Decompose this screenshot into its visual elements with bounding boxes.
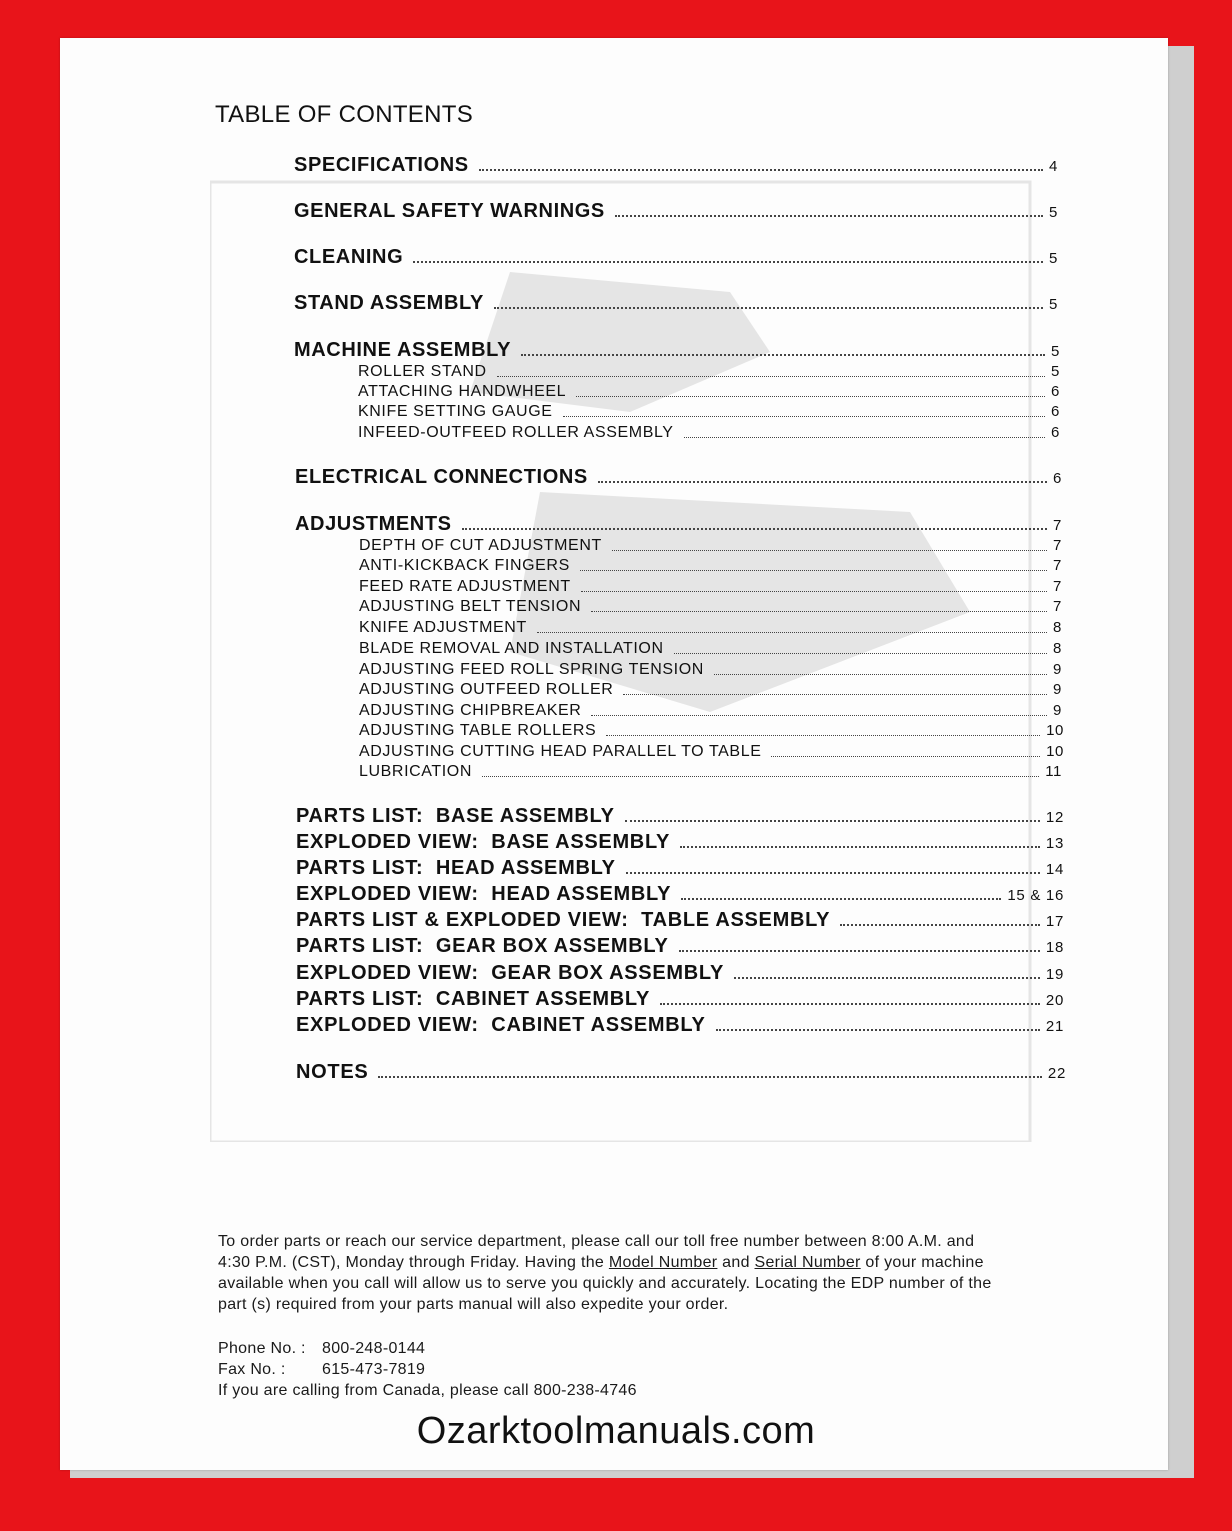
toc-entry-page: 6 — [1051, 383, 1060, 400]
toc-entry-page: 22 — [1047, 1065, 1066, 1082]
dot-leader — [462, 528, 1047, 530]
toc-entry — [359, 661, 1062, 679]
toc-entry — [296, 1014, 1064, 1037]
toc-entry-page: 11 — [1045, 763, 1062, 780]
toc-entry-page: 5 — [1049, 296, 1058, 313]
toc-entry-page: 19 — [1045, 966, 1064, 983]
toc-entry-page: 6 — [1051, 424, 1060, 441]
fax-label: Fax No. : — [218, 1361, 286, 1378]
toc-entry — [359, 557, 1062, 575]
toc-entry-page: 5 — [1049, 250, 1058, 267]
dot-leader — [591, 715, 1047, 716]
toc-entry-page: 7 — [1053, 537, 1062, 554]
toc-entry — [294, 292, 1058, 315]
toc-entry-page: 18 — [1045, 939, 1064, 956]
dot-leader — [413, 261, 1043, 263]
toc-entry-page: 12 — [1045, 809, 1064, 826]
ordering-line: 4:30 P.M. (CST), Monday through Friday. Having the Model Number and Serial Number of your machine — [218, 1254, 984, 1271]
toc-entry-label: GENERAL SAFETY WARNINGS — [294, 200, 605, 222]
toc-entry — [296, 831, 1064, 854]
ordering-line: To order parts or reach our service department, please call our toll free number between 8:00 A.M. and — [218, 1233, 975, 1250]
toc-entry-page: 9 — [1053, 661, 1062, 678]
toc-entry-label: BLADE REMOVAL AND INSTALLATION — [359, 640, 664, 657]
toc-entry-label: PARTS LIST: HEAD ASSEMBLY — [296, 857, 616, 879]
dot-leader — [771, 756, 1040, 757]
toc-entry-page: 6 — [1053, 470, 1062, 487]
toc-entry — [359, 743, 1064, 761]
toc-entry-label: PARTS LIST: GEAR BOX ASSEMBLY — [296, 935, 669, 957]
toc-entry-label: ADJUSTING FEED ROLL SPRING TENSION — [359, 661, 704, 678]
dot-leader — [479, 169, 1043, 171]
toc-entry-label: PARTS LIST: CABINET ASSEMBLY — [296, 988, 651, 1010]
phone-label: Phone No. : — [218, 1340, 306, 1357]
toc-entry — [359, 722, 1064, 740]
toc-entry-label: ADJUSTING CUTTING HEAD PARALLEL TO TABLE — [359, 743, 762, 760]
dot-leader — [674, 653, 1047, 654]
toc-entry-page: 17 — [1045, 913, 1064, 930]
dot-leader — [580, 570, 1047, 571]
toc-entry — [359, 619, 1062, 637]
dot-leader — [482, 776, 1039, 777]
toc-entry-label: MACHINE ASSEMBLY — [294, 339, 512, 361]
dot-leader — [576, 396, 1045, 397]
toc-entry — [359, 702, 1062, 720]
dot-leader — [714, 674, 1047, 675]
dot-leader — [734, 977, 1040, 979]
toc-entry-page: 7 — [1053, 578, 1062, 595]
toc-entry-label: INFEED-OUTFEED ROLLER ASSEMBLY — [358, 424, 674, 441]
toc-entry-page: 8 — [1053, 640, 1062, 657]
serial-number-text: Serial Number — [754, 1254, 861, 1271]
toc-entry-label: PARTS LIST: BASE ASSEMBLY — [296, 805, 615, 827]
toc-entry — [296, 805, 1064, 828]
toc-entry-page: 8 — [1053, 619, 1062, 636]
toc-entry-label: ADJUSTMENTS — [295, 513, 452, 535]
dot-leader — [625, 820, 1040, 822]
toc-entry-label: FEED RATE ADJUSTMENT — [359, 578, 571, 595]
toc-entry — [359, 681, 1062, 699]
toc-entry-label: ADJUSTING CHIPBREAKER — [359, 702, 582, 719]
toc-entry — [295, 513, 1062, 536]
toc-entry-label: EXPLODED VIEW: GEAR BOX ASSEMBLY — [296, 962, 724, 984]
dot-leader — [537, 632, 1047, 633]
fax-number: 615-473-7819 — [322, 1361, 426, 1378]
dot-leader — [716, 1029, 1040, 1031]
toc-entry-label: ADJUSTING OUTFEED ROLLER — [359, 681, 614, 698]
toc-entry-label: KNIFE SETTING GAUGE — [358, 403, 553, 420]
toc-entry-page: 14 — [1045, 861, 1064, 878]
toc-entry — [294, 246, 1058, 269]
ordering-line: available when you call will allow us to serve you quickly and accurately. Locating the EDP number of the — [218, 1275, 992, 1292]
toc-entry — [296, 883, 1064, 906]
toc-entry — [359, 763, 1062, 781]
dot-leader — [591, 611, 1047, 612]
toc-entry-page: 10 — [1046, 722, 1064, 739]
toc-entry — [359, 598, 1062, 616]
toc-entry — [294, 154, 1058, 177]
dot-leader — [679, 950, 1040, 952]
toc-entry — [358, 363, 1060, 381]
toc-entry — [296, 962, 1064, 985]
ordering-line: part (s) required from your parts manual will also expedite your order. — [218, 1296, 729, 1313]
toc-entry — [359, 640, 1062, 658]
toc-entry-page: 7 — [1053, 557, 1062, 574]
toc-entry-page: 5 — [1049, 204, 1058, 221]
toc-entry-label: PARTS LIST & EXPLODED VIEW: TABLE ASSEMBLY — [296, 909, 831, 931]
toc-entry-label: EXPLODED VIEW: BASE ASSEMBLY — [296, 831, 671, 853]
dot-leader — [606, 735, 1040, 736]
dot-leader — [626, 872, 1040, 874]
dot-leader — [521, 354, 1045, 356]
dot-leader — [494, 307, 1043, 309]
dot-leader — [660, 1003, 1040, 1005]
toc-entry-page: 20 — [1045, 992, 1064, 1009]
toc-entry — [358, 383, 1060, 401]
toc-title: TABLE OF CONTENTS — [215, 101, 474, 128]
toc-entry-label: ROLLER STAND — [358, 363, 487, 380]
toc-entry — [296, 1061, 1066, 1084]
toc-entry-page: 9 — [1053, 702, 1062, 719]
toc-entry — [294, 200, 1058, 223]
dot-leader — [840, 924, 1040, 926]
toc-entry-page: 10 — [1046, 743, 1064, 760]
toc-entry-page: 9 — [1053, 681, 1062, 698]
phone-line — [218, 1340, 425, 1358]
phone-number: 800-248-0144 — [322, 1340, 426, 1357]
toc-entry-label: EXPLODED VIEW: CABINET ASSEMBLY — [296, 1014, 706, 1036]
toc-entry-label: ATTACHING HANDWHEEL — [358, 383, 567, 400]
toc-entry-label: ELECTRICAL CONNECTIONS — [295, 466, 588, 488]
canada-line: If you are calling from Canada, please call 800-238-4746 — [218, 1382, 637, 1399]
dot-leader — [623, 694, 1047, 695]
toc-entry-label: SPECIFICATIONS — [294, 154, 469, 176]
toc-entry — [294, 339, 1060, 362]
toc-entry-page: 7 — [1053, 517, 1062, 534]
toc-entry-page: 15 & 16 — [1007, 887, 1064, 904]
toc-entry-label: ADJUSTING BELT TENSION — [359, 598, 582, 615]
dot-leader — [563, 416, 1046, 417]
toc-entry-label: STAND ASSEMBLY — [294, 292, 484, 314]
dot-leader — [680, 846, 1040, 848]
toc-entry — [358, 403, 1060, 421]
dot-leader — [378, 1076, 1042, 1078]
toc-entry-page: 21 — [1045, 1018, 1064, 1035]
toc-entry — [296, 857, 1064, 880]
toc-entry — [295, 466, 1062, 489]
toc-entry-page: 5 — [1051, 343, 1060, 360]
ordering-instructions — [218, 1231, 1068, 1315]
toc-entry-page: 7 — [1053, 598, 1062, 615]
dot-leader — [681, 898, 1001, 900]
toc-entry-label: ADJUSTING TABLE ROLLERS — [359, 722, 597, 739]
toc-entry-label: EXPLODED VIEW: HEAD ASSEMBLY — [296, 883, 672, 905]
toc-entry — [359, 578, 1062, 596]
toc-entry — [296, 935, 1064, 958]
dot-leader — [581, 591, 1047, 592]
toc-entry-label: NOTES — [296, 1061, 369, 1083]
dot-leader — [497, 376, 1045, 377]
toc-entry — [296, 909, 1064, 932]
dot-leader — [615, 215, 1043, 217]
toc-entry-label: LUBRICATION — [359, 763, 472, 780]
watermark-text: Ozarktoolmanuals.com — [416, 1410, 816, 1452]
toc-entry-page: 6 — [1051, 403, 1060, 420]
toc-entry-page: 5 — [1051, 363, 1060, 380]
toc-entry-label: KNIFE ADJUSTMENT — [359, 619, 527, 636]
toc-entry-label: CLEANING — [294, 246, 404, 268]
toc-entry-page: 4 — [1049, 158, 1058, 175]
toc-entry — [359, 537, 1062, 555]
toc-entry — [296, 988, 1064, 1011]
fax-line — [218, 1361, 425, 1379]
toc-entry-page: 13 — [1045, 835, 1064, 852]
dot-leader — [684, 437, 1046, 438]
toc-entry-label: DEPTH OF CUT ADJUSTMENT — [359, 537, 602, 554]
dot-leader — [598, 481, 1047, 483]
model-number-text: Model Number — [608, 1254, 718, 1271]
toc-entry-label: ANTI-KICKBACK FINGERS — [359, 557, 570, 574]
toc-entry — [358, 424, 1060, 442]
dot-leader — [612, 550, 1047, 551]
